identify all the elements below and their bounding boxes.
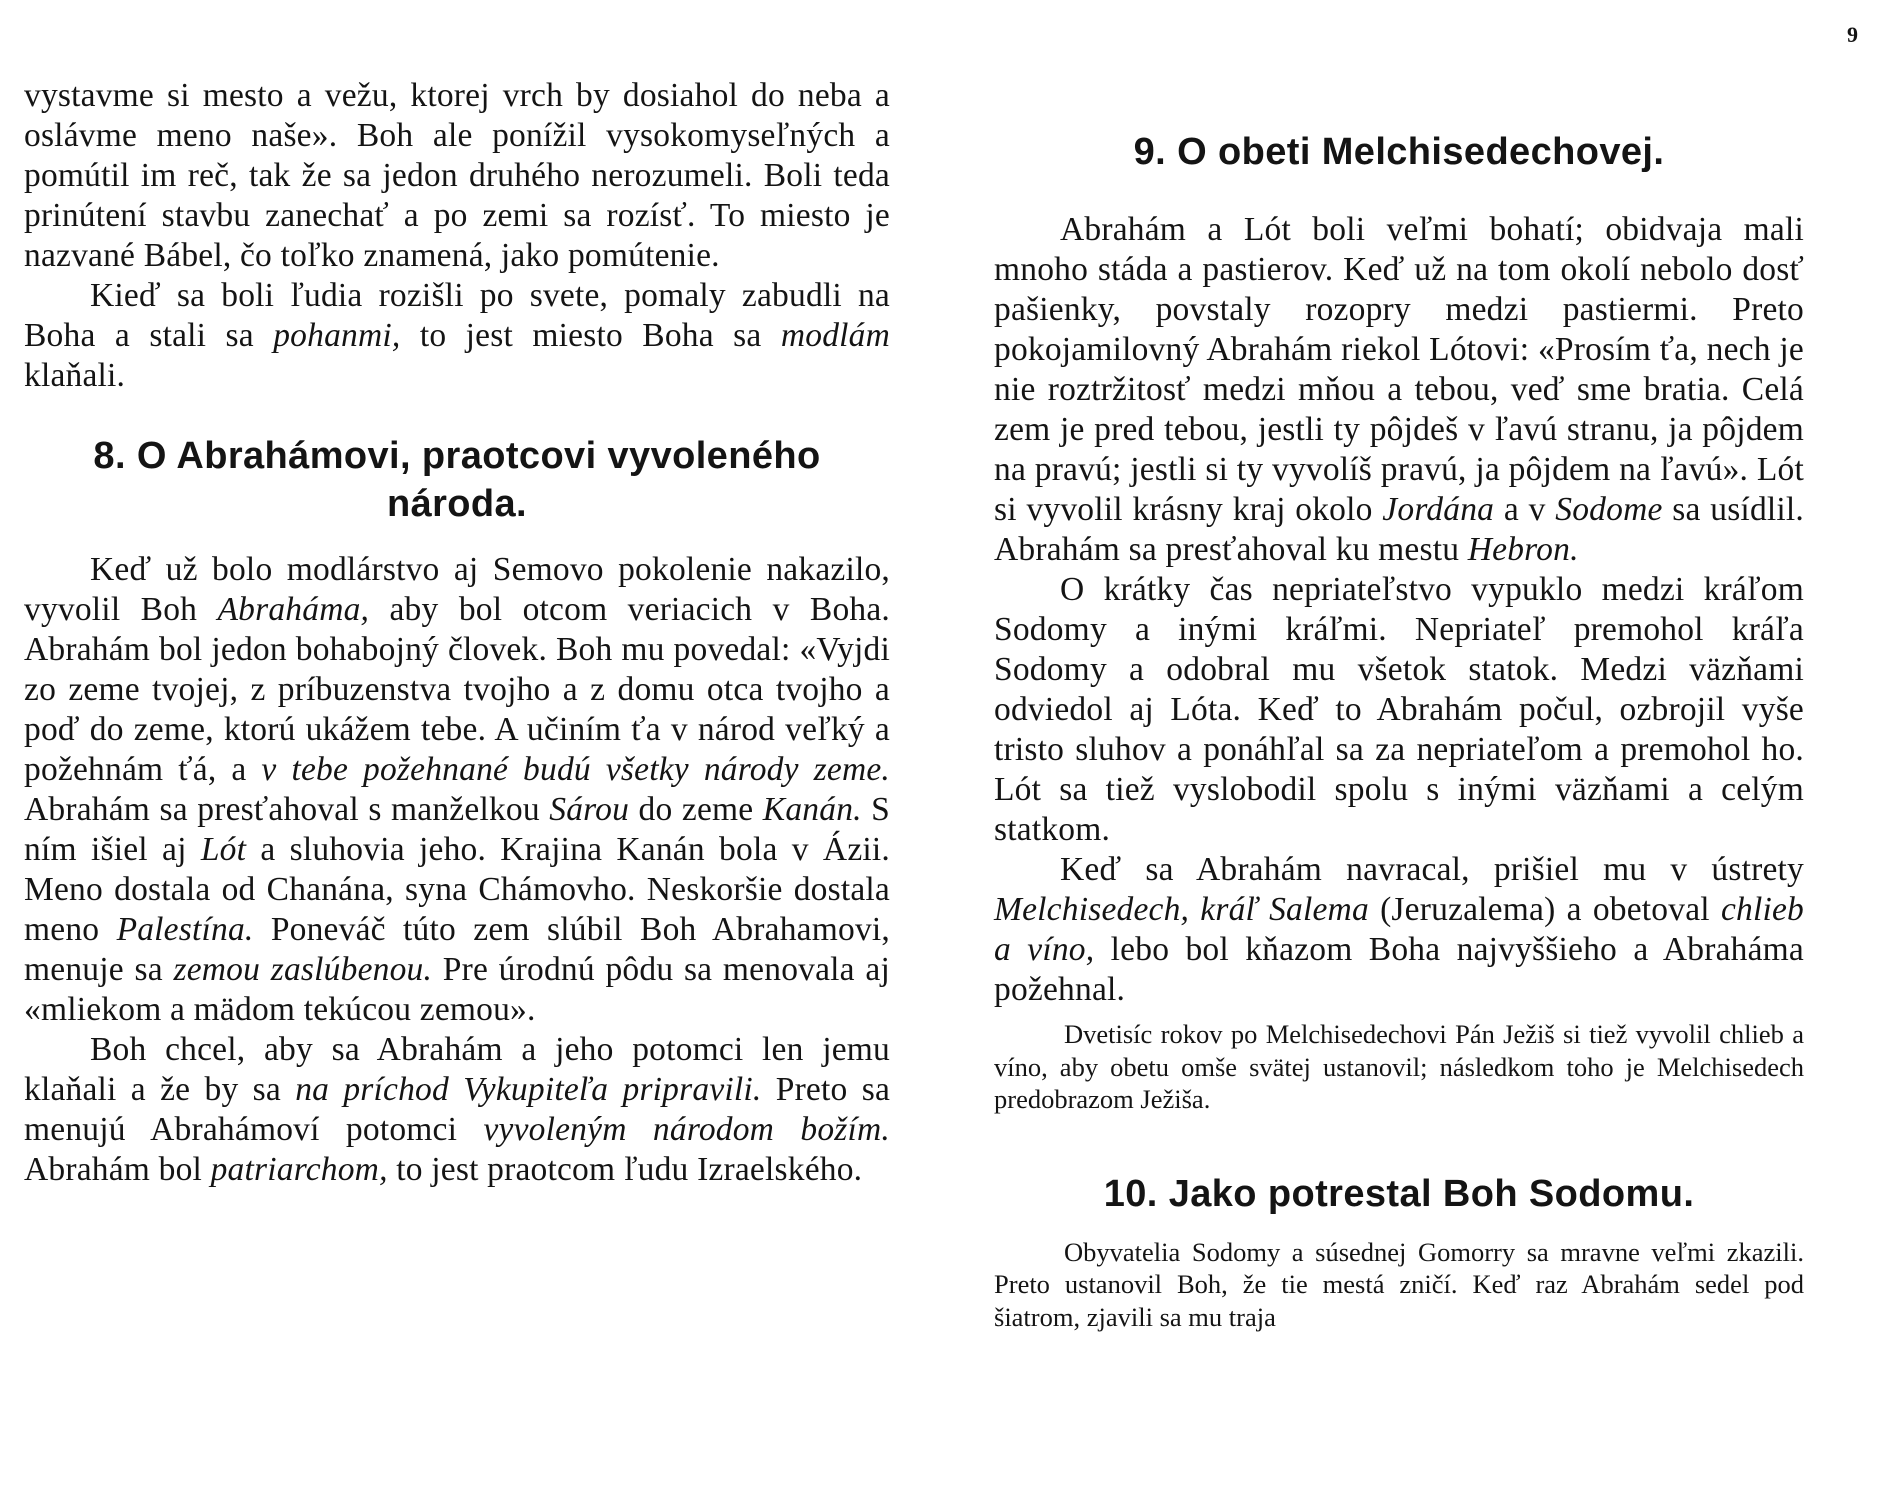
italic-term: Jordána (1382, 491, 1495, 528)
italic-term: Melchisedech, kráľ Salema (994, 891, 1369, 928)
italic-term: Abraháma, (217, 591, 370, 628)
text-run: a sluhovia jeho. Krajina Kanán bola v Ázii. Meno dostala od Chanána, syna Chámovho. Neskoršie dostala meno (24, 831, 890, 948)
italic-term: patriarchom, (210, 1151, 388, 1188)
text-run: Abrahám bol (24, 1151, 211, 1188)
text-run: S ním išiel aj (24, 791, 891, 868)
text-run: vystavme si mesto a vežu, ktorej vrch by dosiahol do neba a oslávme meno naše». Boh ale ponížil vysokomyseľných a pomútil im reč, tak že sa jedon druhého nerozumeli. Boli teda prinútení stavbu zanechať a po zemi sa rozísť. To miesto je nazvané Bábel, čo toľko znamená, jako pomútenie. (24, 77, 890, 274)
page-number: 9 (1847, 22, 1858, 47)
text-run: aby bol otcom veriacich v Boha. Abrahám bol jedon bohabojný človek. Boh mu povedal: «Vyjdi zo zeme tvojej, z príbuzenstva tvojho a z domu otca tvojho a poď do zeme, ktorú ukážem tebe. A učiním ťa v národ veľký a požehnám ťá, a (24, 591, 890, 788)
paragraph-sodom-start: Obyvatelia Sodomy a súsednej Gomorry sa mravne veľmi zkazili. Preto ustanovil Boh, že tie mestá zničí. Keď raz Abrahám sedel pod šiatrom, zjavili sa mu traja (994, 1236, 1804, 1332)
text-run: Keď už bolo modlárstvo aj Semovo pokolenie nakazilo, vyvolil Boh (24, 551, 890, 628)
text-run: O krátky čas nepriateľstvo vypuklo medzi kráľom Sodomy a inými kráľmi. Nepriateľ premohol kráľa Sodomy a odobral mu všetok statok. Medzi väzňami odviedol aj Lóta. Keď to Abrahám počul, ozbrojil vyše tristo sluhov a ponáhľal sa za nepriateľom a premohol ho. Lót sa tiež vyslobodil spolu s inými väzňami a celým statkom. (994, 571, 1804, 848)
paragraph-chosen-people (24, 1030, 890, 1190)
italic-term: v tebe požehnané budú všetky národy zeme. (261, 751, 890, 788)
text-run: Pre úrodnú pôdu sa menovala aj «mliekom a mädom tekúcou zemou». (24, 951, 890, 1028)
italic-term: Kanán. (762, 791, 862, 828)
text-run: Keď sa Abrahám navracal, prišiel mu v ústrety (1060, 851, 1804, 888)
paragraph-abraham-called (24, 550, 890, 1030)
left-text-column (24, 76, 890, 1190)
italic-term: Palestína. (116, 911, 254, 948)
note-paragraph: Dvetisíc rokov po Melchisedechovi Pán Ježiš si tiež vyvolil chlieb a víno, aby obetu omše svätej ustanovil; následkom toho je Melchisedech predobrazom Ježiša. (994, 1019, 1804, 1114)
text-run: Boh chcel, aby sa Abrahám a jeho potomci len jemu klaňali a že by sa (24, 1031, 890, 1108)
italic-term: Lót (200, 831, 247, 868)
italic-term: pohanmi, (273, 317, 401, 354)
text-run: (Jeruzalema) a obetoval (1368, 891, 1721, 928)
text-run: Poneváč túto zem slúbil Boh Abrahamovi, menuje sa (24, 911, 890, 988)
text-run: Abrahám a Lót boli veľmi bohatí; obidvaja mali mnoho stáda a pastierov. Keď už na tom okolí nebolo dosť pašienky, povstaly rozopry medzi pastiermi. Preto pokojamilovný Abrahám riekol Lótovi: «Prosím ťa, nech je nie roztržitosť medzi mňou a tebou, veď sme bratia. Celá zem je pred tebou, jestli ty pôjdeš v ľavú stranu, ja pôjdem na pravú; jestli si ty vyvolíš pravú, ja pôjdem na ľavú». Lót si vyvolil krásny kraj okolo (994, 211, 1804, 528)
text-run: Abrahám sa presťahoval s manželkou (24, 791, 550, 828)
text-run: sa usídlil. Abrahám sa presťahoval ku mestu (994, 491, 1804, 568)
italic-term: na príchod Vykupiteľa pripravili. (295, 1071, 762, 1108)
italic-term: vyvoleným národom božím. (483, 1111, 890, 1148)
text-run: Preto sa menujú Abrahámoví potomci (24, 1071, 891, 1148)
text-run: Kieď sa boli ľudia rozišli po svete, pomaly zabudli na Boha a stali sa (24, 277, 890, 354)
paragraph-people-scattered (24, 276, 890, 396)
section-heading-melchisedech: 9. O obeti Melchisedechovej. (1133, 131, 1665, 173)
section-heading-abraham: 8. O Abrahámovi, praotcovi vyvoleného národa. (93, 435, 821, 525)
text-run: to jest miesto Boha sa (400, 317, 781, 354)
italic-term: Sodome (1555, 491, 1663, 528)
paragraph-abraham-lot (994, 210, 1804, 570)
paragraph-melchisedech-offering (994, 850, 1804, 1010)
italic-term: Sárou (549, 791, 630, 828)
italic-term: chlieb a víno, (994, 891, 1804, 968)
right-page (943, 0, 1886, 1500)
text-run: klaňali. (24, 357, 126, 394)
italic-term: zemou zaslúbenou. (173, 951, 433, 988)
text-run: lebo bol kňazom Boha najvyššieho a Abraháma požehnal. (994, 931, 1804, 1008)
text-run: a v (1494, 491, 1556, 528)
italic-term: modlám (780, 317, 891, 354)
right-text-column (994, 128, 1804, 1333)
paragraph-babel-end (24, 76, 890, 276)
italic-term: Hebron. (1467, 531, 1579, 568)
paragraph-war-of-kings (994, 570, 1804, 850)
section-heading-sodom: 10. Jako potrestal Boh Sodomu. (1103, 1172, 1695, 1215)
text-run: do zeme (629, 791, 763, 828)
text-run: to jest praotcom ľudu Izraelského. (387, 1151, 863, 1188)
